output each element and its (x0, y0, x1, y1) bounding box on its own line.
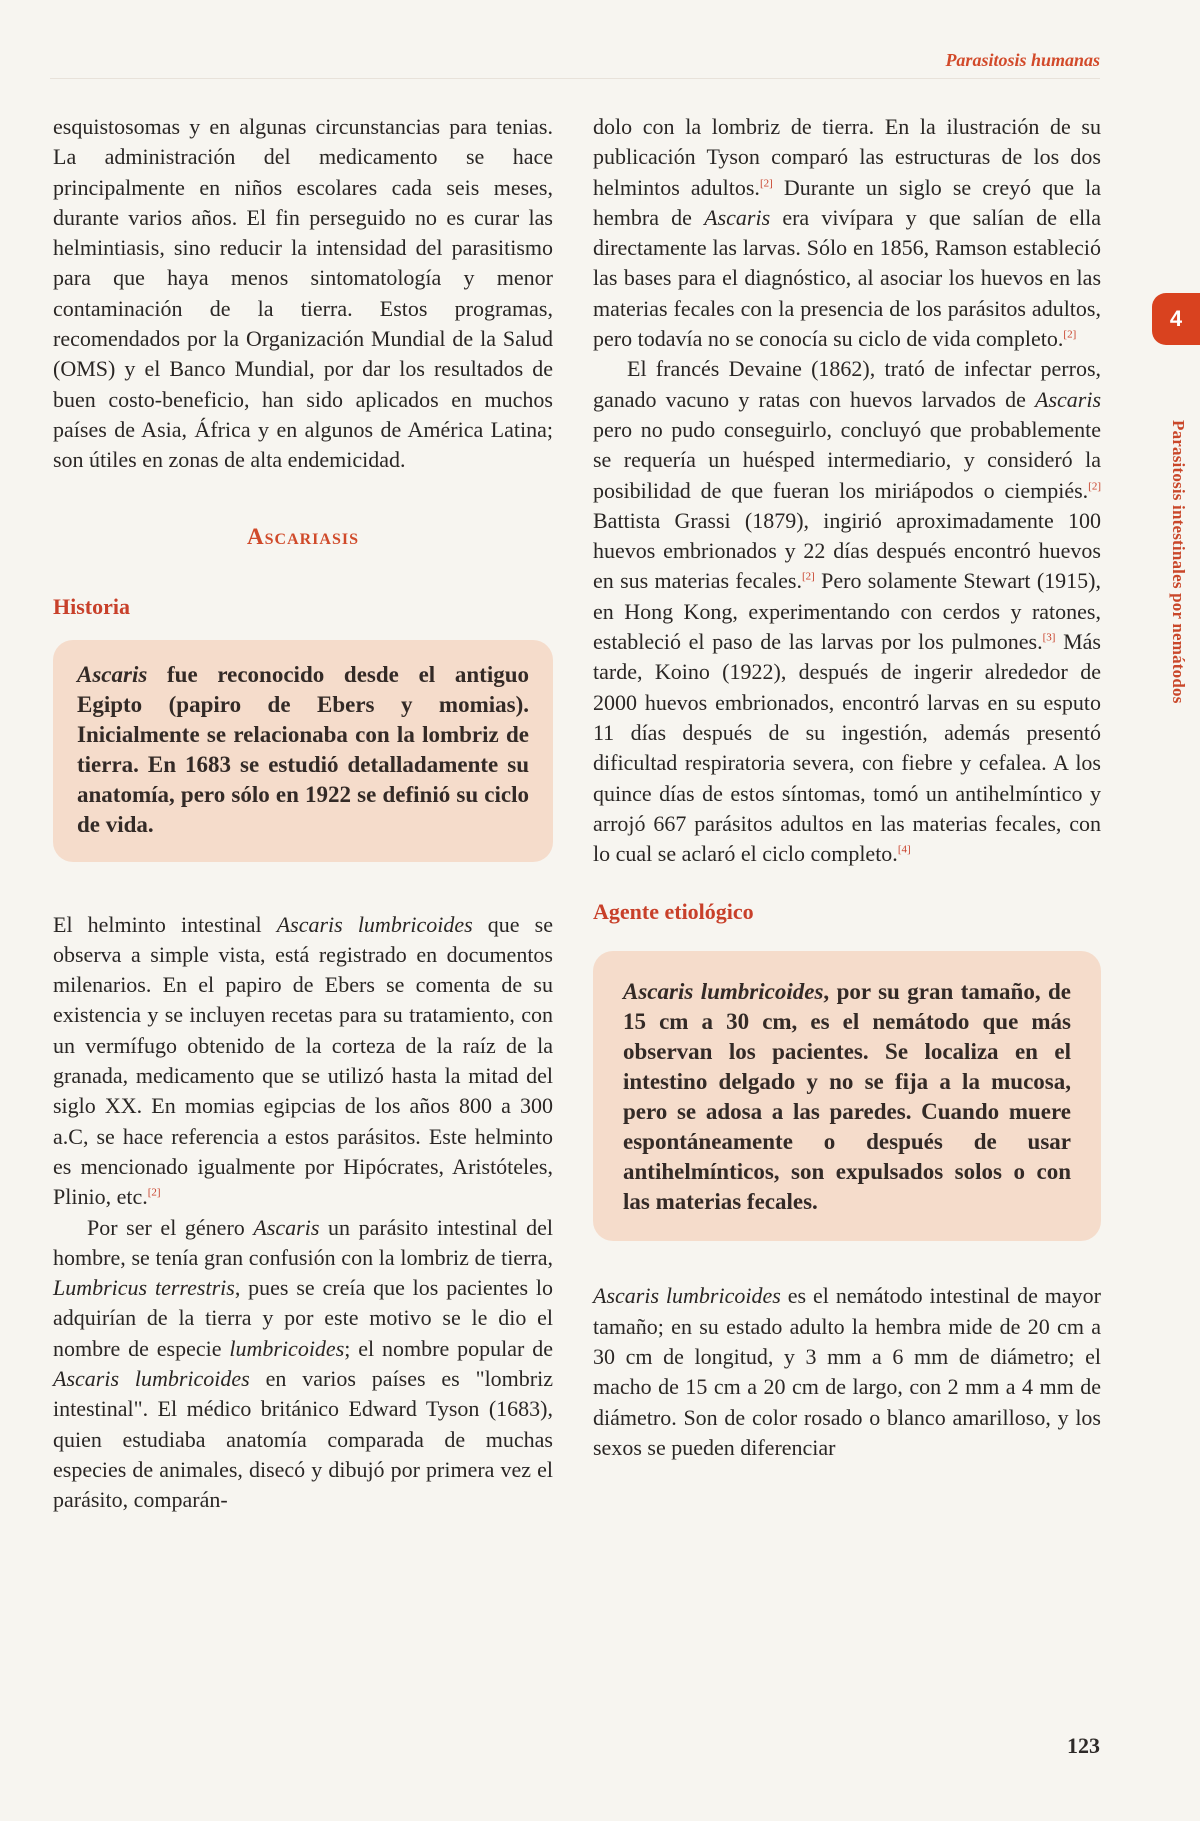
text-run: un parásito intestinal del hombre, se tenía gran confusión con la lombriz de tierra, (53, 1214, 553, 1270)
header-divider (50, 78, 1100, 79)
callout-text: fue reconocido desde el antiguo Egipto (papiro de Ebers y momias). Inicialmente se relacionaba con la lombriz de tierra. En 1683 se estudió detalladamente su anatomía, pero sólo en 1922 se definió su ciclo de vida. (77, 661, 529, 837)
species-name: Ascaris lumbricoides (276, 911, 473, 937)
text-run: Más tarde, Koino (1922), después de ingerir alrededor de 2000 huevos embrionados, encontró larvas en su esputo 11 días después de su ingestión, además presentó dificultad respiratoria severa, con fiebre y cefalea. A los quince días de estos síntomas, tomó un antihelmíntico y arrojó 667 parásitos adultos en las materias fecales, con lo cual se aclaró el ciclo completo. (593, 629, 1101, 867)
species-name: Ascaris lumbricoides (53, 1366, 250, 1392)
section-title: Ascariasis (247, 523, 359, 549)
text-run: El helminto intestinal (53, 911, 277, 937)
right-column (593, 112, 1101, 1463)
text-run: Battista Grassi (1879), ingirió aproximadamente 100 huevos embrionados y 22 días después encontró huevos en sus materias fecales. (593, 507, 1101, 594)
citation: [2] (147, 1186, 161, 1199)
text-run: Durante un siglo se creyó que la hembra de (593, 174, 1101, 230)
text-run: ; el nombre popular de (344, 1335, 553, 1361)
chapter-tab: 4 (1152, 293, 1200, 345)
intro-paragraph: esquistosomas y en algunas circunstancias para tenias. La administración del medicamento se hace principalmente en niños escolares cada seis meses, durante varios años. El fin perseguido no es curar las helmintiasis, sino reducir la intensidad del parasitismo para que haya menos sintomatología y menor contaminación de la tierra. Estos programas, recomendados por la Organización Mundial de la Salud (OMS) y el Banco Mundial, por dar los resultados de buen costo-beneficio, han sido aplicados en muchos países de Asia, África y en algunos de América Latina; son útiles en zonas de alta endemicidad. (53, 114, 553, 473)
callout-genus: Ascaris (77, 661, 148, 687)
callout-box-agente (593, 951, 1101, 1241)
text-run: dolo con la lombriz de tierra. En la ilustración de su publicación Tyson comparó las estructuras de los dos helmintos adultos. (593, 114, 1101, 200)
text-run: Por ser el género (87, 1214, 254, 1240)
paragraph (593, 1281, 1101, 1463)
text-run: era vivípara y que salían de ella directamente las larvas. Sólo en 1856, Ramson estableció las bases para el diagnóstico, al asociar los huevos en las materias fecales con la presencia de los parásitos adultos, pero todavía no se conocía su ciclo de vida completo. (593, 204, 1101, 352)
citation: [2] (801, 571, 815, 584)
paragraph (53, 910, 553, 1213)
species-name: Ascaris lumbricoides (593, 1283, 781, 1309)
paragraph (593, 354, 1101, 869)
genus-name: Ascaris (253, 1214, 320, 1240)
species-name: Lumbricus terrestris (53, 1275, 235, 1301)
subsection-title-historia: Historia (53, 593, 130, 619)
page-number: 123 (1067, 1733, 1100, 1758)
citation: [2] (1088, 480, 1101, 493)
paragraph (53, 1213, 553, 1516)
running-header: Parasitosis humanas (945, 50, 1100, 70)
callout-species: Ascaris lumbricoides (623, 979, 824, 1005)
citation: [4] (897, 843, 911, 856)
subsection-title-agente: Agente etiológico (593, 899, 754, 925)
citation: [2] (759, 177, 773, 190)
text-run: en varios países es "lombriz intestinal". El médico británico Edward Tyson (1683), quien estudiaba anatomía comparada de muchas especies de animales, disecó y dibujó por primera vez el parásito, comparán- (53, 1366, 553, 1513)
citation: [2] (1063, 328, 1077, 341)
text-run: Pero solamente Stewart (1915), en Hong Kong, experimentando con cerdos y ratones, estableció el paso de las larvas por los pulmones. (593, 568, 1102, 655)
text-run: que se observa a simple vista, está registrado en documentos milenarios. En el papiro de Ebers se comenta de su existencia y se incluyen recetas para su tratamiento, con un vermífugo obtenido de la corteza de la raíz de la granada, medicamento que se utilizó hasta la mitad del siglo XX. En momias egipcias de los años 800 a 300 a.C, se hace referencia a estos parásitos. Este helminto es mencionado igualmente por Hipócrates, Aristóteles, Plinio, etc. (53, 911, 553, 1210)
genus-name: Ascaris (1035, 386, 1101, 412)
text-run: es el nemátodo intestinal de mayor tamaño; en su estado adulto la hembra mide de 20 cm a 30 cm de longitud, y 3 mm a 6 mm de diámetro; el macho de 15 cm a 20 cm de largo, con 2 mm a 4 mm de diámetro. Son de color rosado o blanco amarilloso, y los sexos se pueden diferenciar (593, 1283, 1101, 1460)
chapter-side-label: Parasitosis intestinales por nemátodos (1169, 420, 1188, 704)
text-run: , pues se creía que los pacientes lo adquirían de la tierra y por este motivo se le dio el nombre de especie (53, 1275, 554, 1361)
citation: [3] (1042, 631, 1056, 644)
species-epithet: lumbricoides (229, 1335, 345, 1361)
paragraph (593, 112, 1101, 354)
text-run: pero no pudo conseguirlo, concluyó que probablemente se requería un huésped intermediario, y consideró la posibilidad de que fueran los miriápodos o ciempiés. (593, 416, 1101, 503)
genus-name: Ascaris (704, 204, 771, 230)
left-column (53, 112, 553, 1516)
callout-text: , por su gran tamaño, de 15 cm a 30 cm, es el nemátodo que más observan los pacientes. Se localiza en el intestino delgado y no se fija a la mucosa, pero se adosa a las paredes. Cuando muere espontáneamente o después de usar antihelmínticos, son expulsados solos o con las materias fecales. (623, 979, 1072, 1215)
callout-box-historia (53, 640, 553, 862)
text-run: El francés Devaine (1862), trató de infectar perros, ganado vacuno y ratas con huevos larvados de (593, 356, 1101, 412)
